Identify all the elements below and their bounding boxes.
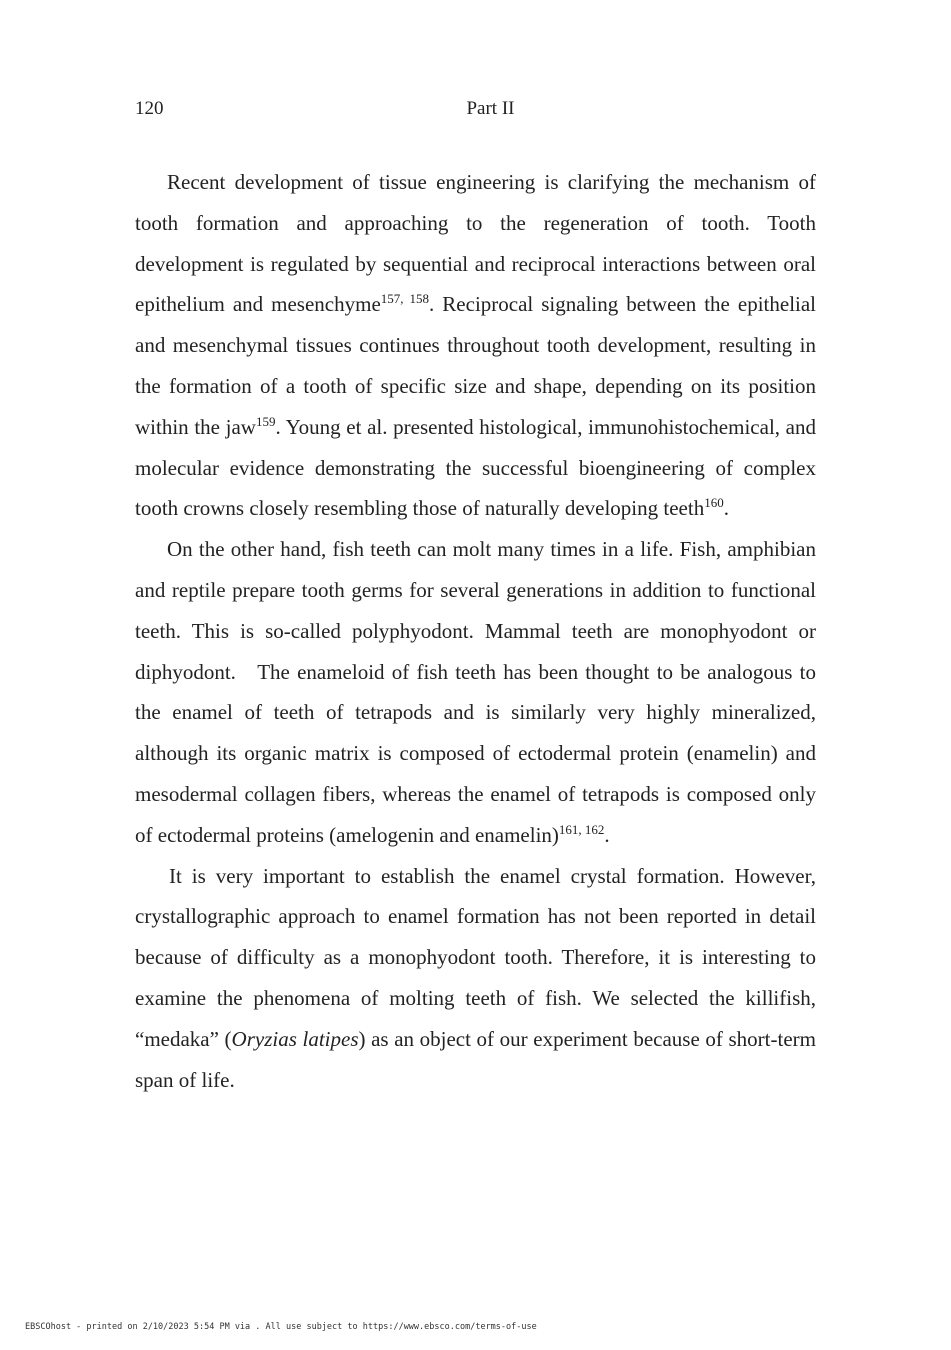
paragraph-2 — [135, 529, 822, 855]
page-header — [135, 98, 816, 122]
paragraph-3-text-2: ) as an object of our experiment because of short-term span of life. — [135, 1026, 816, 1092]
species-name: Oryzias latipes — [231, 1026, 359, 1051]
paragraph-1-text-4: . — [723, 496, 729, 521]
citation-159: 159 — [255, 413, 276, 429]
paragraph-2-text-1: On the other hand, fish teeth can molt many times in a life. Fish, amphibian and reptile prepare tooth germs for several generations in addition to functional teeth. This is so-called polyphyodont. Mammal teeth are monophyodont or diphyodont. The enameloid of fish teeth has been thought to be analogous to the enamel of teeth of tetrapods and is similarly very highly mineralized, although its organic matrix is composed of ectodermal protein (enamelin) and mesodermal collagen fibers, whereas the enamel of tetrapods is composed only of ectodermal proteins (amelogenin and enamelin) — [135, 537, 822, 847]
paragraph-1-text-1: Recent development of tissue engineering is clarifying the mechanism of tooth formation and approaching to the regeneration of tooth. Tooth development is regulated by sequential and reciprocal interactions between oral epithelium and mesenchyme — [135, 170, 816, 317]
paragraph-2-text-2: . — [604, 822, 610, 847]
paragraph-3 — [135, 856, 816, 1101]
body-text — [135, 162, 822, 1100]
citation-160: 160 — [704, 495, 724, 511]
paragraph-1-text-3: . Young et al. presented histological, immunohistochemical, and molecular evidence demonstrating the successful bioengineering of complex tooth crowns closely resembling those of naturally developing teeth — [135, 414, 816, 521]
paragraph-3-text-1: It is very important to establish the enamel crystal formation. However, crystallographic approach to enamel formation has not been reported in detail because of difficulty as a monophyodont tooth. Therefore, it is interesting to examine the phenomena of molting teeth of fish. We selected the killifish, “medaka” ( — [135, 863, 816, 1051]
citation-157-158: 157, 158 — [380, 291, 430, 307]
print-footer: EBSCOhost - printed on 2/10/2023 5:54 PM via . All use subject to https://www.ebsco.com/terms-of-use — [25, 1322, 537, 1332]
paragraph-1 — [135, 162, 816, 529]
running-head: Part II — [466, 98, 515, 119]
paragraph-1-text-2: . Reciprocal signaling between the epithelial and mesenchymal tissues continues throughout tooth development, resulting in the formation of a tooth of specific size and shape, depending on its position within the jaw — [135, 292, 817, 439]
page-number: 120 — [135, 98, 164, 119]
citation-161-162: 161, 162 — [558, 821, 605, 837]
